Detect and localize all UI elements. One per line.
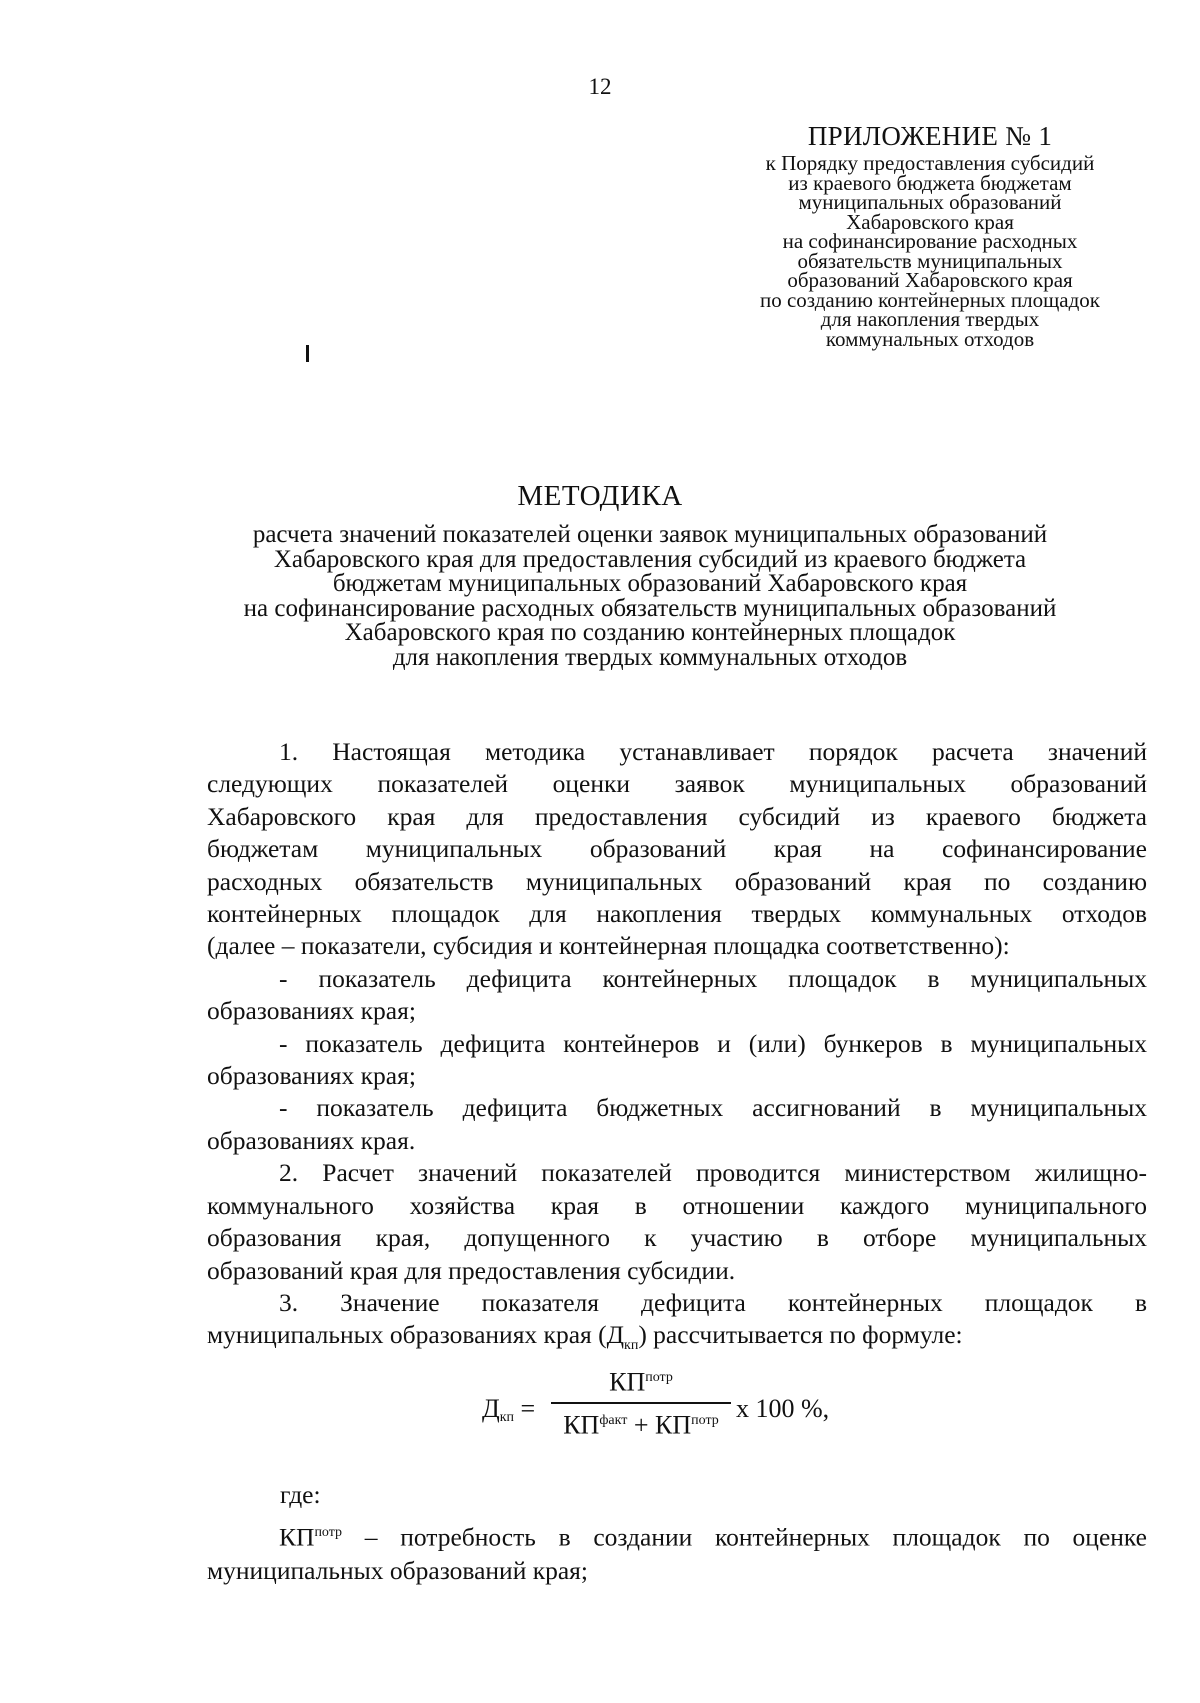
- body-line: Хабаровского края для предоставления субсидий из краевого бюджета: [207, 801, 1147, 831]
- subtitle-line: Хабаровского края по созданию контейнерных площадок: [344, 619, 956, 646]
- appendix-title: ПРИЛОЖЕНИЕ № 1: [807, 121, 1053, 151]
- method-subtitle: [180, 523, 1120, 670]
- formula-subscript: кп: [499, 1410, 515, 1425]
- body-line: 1. Настоящая методика устанавливает порядок расчета значений: [279, 737, 1147, 766]
- formula-denominator: [551, 1405, 731, 1442]
- body-line: образований края для предоставления субсидии.: [207, 1255, 736, 1285]
- formula-symbol: КП: [655, 1410, 692, 1440]
- body-line: - показатель дефицита контейнеров и (или) бункеров в муниципальных: [279, 1028, 1147, 1058]
- appendix-line: из краевого бюджета бюджетам: [788, 170, 1072, 195]
- definition-line: [207, 1516, 1147, 1554]
- appendix-caption: [740, 151, 1120, 351]
- body-line: контейнерных площадок для накопления твердых коммунальных отходов: [207, 899, 1147, 929]
- subtitle-line: расчета значений показателей оценки заявок муниципальных образований: [252, 521, 1048, 548]
- body-line: - показатель дефицита контейнерных площадок в муниципальных: [279, 963, 1147, 993]
- formula-equals: =: [520, 1394, 536, 1423]
- body-line: образованиях края;: [207, 996, 416, 1026]
- definition-text: – потребность в создании контейнерных площадок по оценке: [342, 1522, 1147, 1552]
- formula-subscript: кп: [624, 1338, 639, 1354]
- appendix-line: образований Хабаровского края: [787, 268, 1073, 292]
- formula-superscript: факт: [599, 1412, 628, 1428]
- formula-symbol: КП: [609, 1367, 646, 1397]
- body-line: образованиях края.: [207, 1125, 416, 1155]
- formula-superscript: потр: [691, 1412, 719, 1428]
- scan-artifact-mark: [306, 345, 309, 362]
- subtitle-line: для накопления твердых коммунальных отходов: [392, 643, 908, 671]
- definition-block: [207, 1516, 1147, 1587]
- fraction-bar: [551, 1402, 731, 1404]
- formula-symbol: КП: [563, 1410, 600, 1440]
- body-line: [207, 1319, 1147, 1363]
- appendix-line: обязательств муниципальных: [797, 248, 1063, 273]
- formula-symbol: Д: [482, 1394, 500, 1423]
- body-line: 2. Расчет значений показателей проводится министерством жилищно-: [279, 1158, 1147, 1188]
- appendix-line: к Порядку предоставления субсидий: [765, 151, 1095, 175]
- appendix-line: Хабаровского края: [846, 209, 1014, 234]
- definition-line: муниципальных образований края;: [207, 1555, 588, 1585]
- body-line-text: ) рассчитывается по формуле:: [638, 1320, 963, 1350]
- appendix-line: коммунальных отходов: [825, 326, 1035, 351]
- body-line: (далее – показатели, субсидия и контейнерная площадка соответственно):: [207, 931, 1010, 961]
- appendix-header: [740, 120, 1120, 349]
- formula-symbol: КП: [279, 1522, 315, 1552]
- page-number: 12: [588, 74, 612, 99]
- formula: [0, 1362, 1200, 1442]
- formula-numerator: [551, 1362, 731, 1399]
- body-line: следующих показателей оценки заявок муниципальных образований: [207, 769, 1147, 799]
- formula-superscript: потр: [314, 1525, 343, 1540]
- body-line: - показатель дефицита бюджетных ассигнований в муниципальных: [279, 1093, 1147, 1123]
- method-title: МЕТОДИКА: [517, 480, 683, 512]
- formula-superscript: потр: [645, 1370, 673, 1385]
- subtitle-line: на софинансирование расходных обязательств муниципальных образований: [243, 594, 1057, 622]
- body-paragraphs: [207, 736, 1147, 1363]
- body-line: 3. Значение показателя дефицита контейнерных площадок в: [279, 1287, 1147, 1317]
- body-line: бюджетам муниципальных образований края на софинансирование: [207, 834, 1147, 864]
- formula-fraction: [551, 1362, 731, 1441]
- where-label: где:: [280, 1480, 321, 1509]
- appendix-line: на софинансирование расходных: [782, 229, 1078, 253]
- subtitle-line: Хабаровского края для предоставления субсидий из краевого бюджета: [273, 545, 1027, 573]
- formula-lhs: [482, 1394, 535, 1424]
- body-line: образования края, допущенного к участию в отборе муниципальных: [207, 1223, 1147, 1253]
- body-line-text: муниципальных образованиях края (Д: [207, 1320, 625, 1350]
- appendix-line: муниципальных образований: [798, 190, 1062, 214]
- formula-rhs: x 100 %,: [736, 1394, 830, 1423]
- formula-plus: +: [633, 1410, 649, 1440]
- appendix-line: для накопления твердых: [820, 307, 1040, 331]
- body-line: расходных обязательств муниципальных образований края по созданию: [207, 866, 1147, 896]
- body-line: образованиях края;: [207, 1061, 416, 1091]
- appendix-line: по созданию контейнерных площадок: [759, 287, 1100, 312]
- body-line: коммунального хозяйства края в отношении каждого муниципального: [207, 1190, 1147, 1220]
- subtitle-line: бюджетам муниципальных образований Хабаровского края: [332, 570, 968, 597]
